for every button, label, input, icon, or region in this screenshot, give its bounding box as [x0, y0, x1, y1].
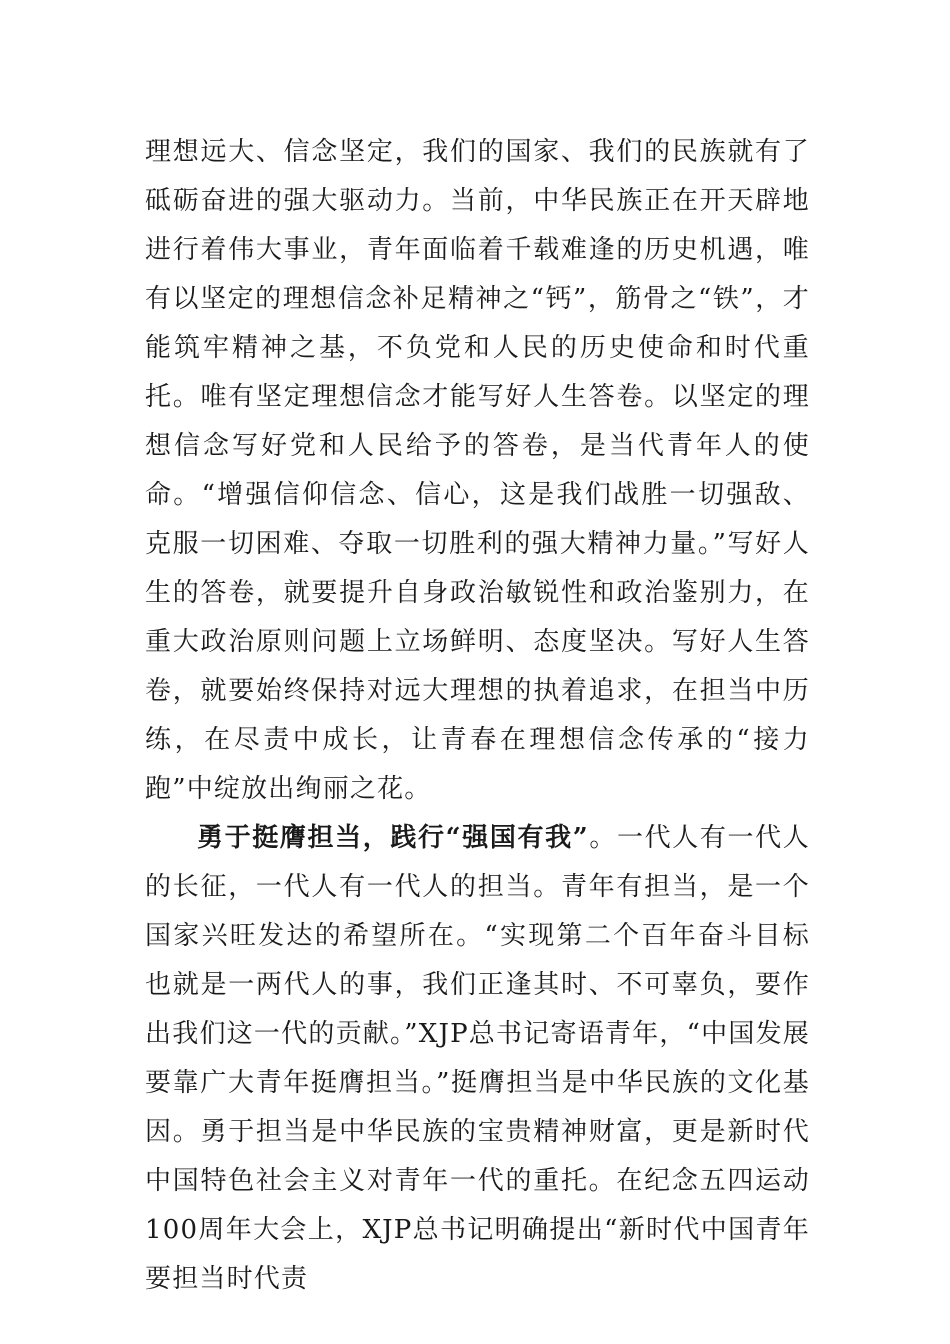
paragraph-heading: 勇于挺膺担当，践行“强国有我” [197, 823, 589, 853]
paragraph-continuation: 理想远大、信念坚定，我们的国家、我们的民族就有了砥砺奋进的强大驱动力。当前，中华民族正在开天辟地进行着伟大事业，青年面临着千载难逢的历史机遇，唯有以坚定的理想信念补足精神之“钙”，筋骨之“铁”，才能筑牢精神之基，不负党和人民的历史使命和时代重托。唯有坚定理想信念才能写好人生答卷。以坚定的理想信念写好党和人民给予的答卷，是当代青年人的使命。“增强信仰信念、信心，这是我们战胜一切强敌、克服一切困难、夺取一切胜利的强大精神力量。”写好人生的答卷，就要提升自身政治敏锐性和政治鉴别力，在重大政治原则问题上立场鲜明、态度坚决。写好人生答卷，就要始终保持对远大理想的执着追求，在担当中历练，在尽责中成长，让青春在理想信念传承的“接力跑”中绽放出绚丽之花。 [145, 137, 810, 804]
paragraph-body: 。一代人有一代人的长征，一代人有一代人的担当。青年有担当，是一个国家兴旺发达的希望所在。“实现第二个百年奋斗目标也就是一两代人的事，我们正逢其时、不可辜负，要作出我们这一代的贡献。”XJP总书记寄语青年，“中国发展要靠广大青年挺膺担当。”挺膺担当是中华民族的文化基因。勇于担当是中华民族的宝贵精神财富，更是新时代中国特色社会主义对青年一代的重托。在纪念五四运动100周年大会上，XJP总书记明确提出“新时代中国青年要担当时代责 [145, 823, 810, 1294]
paragraph-strong-nation [145, 814, 810, 1304]
document-body [145, 128, 810, 1304]
